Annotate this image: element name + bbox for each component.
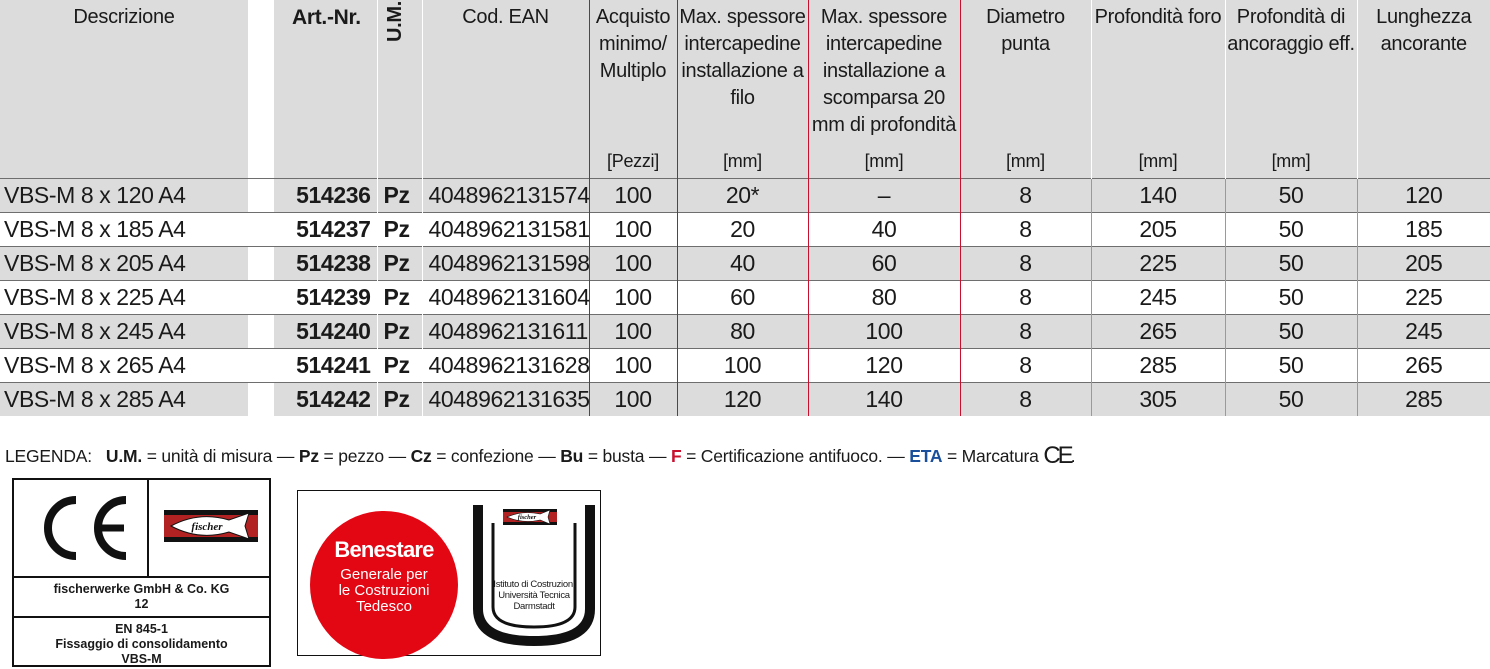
cell-spessore-scomparsa: – [808, 179, 960, 213]
legend-f-key: F [670, 446, 682, 466]
fischer-logo-icon [149, 480, 269, 576]
header-diametro: Diametro punta [mm] [960, 0, 1091, 179]
cell-descrizione: VBS-M 8 x 185 A4 [0, 213, 248, 247]
header-profondita-foro: Profondità foro [mm] [1091, 0, 1225, 179]
cell-art-nr: 514238 [274, 247, 377, 281]
cell-spessore-scomparsa: 140 [808, 383, 960, 417]
cell-um: Pz [377, 179, 422, 213]
benestare-inst-3: Darmstadt [513, 601, 555, 612]
header-lunghezza: Lunghezza ancorante [1357, 0, 1490, 179]
cell-gap [248, 281, 274, 315]
table-row [0, 281, 1490, 315]
benestare-inst-1: Istituto di Costruzioni [493, 579, 575, 590]
cell-profondita-ancoraggio: 50 [1225, 383, 1357, 417]
table-row [0, 349, 1490, 383]
table-row [0, 179, 1490, 213]
cell-acquisto: 100 [589, 349, 677, 383]
cell-descrizione: VBS-M 8 x 285 A4 [0, 383, 248, 417]
cell-spessore-filo: 40 [677, 247, 808, 281]
cell-profondita-ancoraggio: 50 [1225, 349, 1357, 383]
legend-f-text: = Certificazione antifuoco. — [686, 446, 905, 466]
cell-art-nr: 514241 [274, 349, 377, 383]
cell-lunghezza: 285 [1357, 383, 1490, 417]
cell-art-nr: 514242 [274, 383, 377, 417]
legend-cz-text: = confezione — [436, 446, 556, 466]
cell-lunghezza: 205 [1357, 247, 1490, 281]
cell-profondita-ancoraggio: 50 [1225, 281, 1357, 315]
cell-um: Pz [377, 315, 422, 349]
ce-label-product: VBS-M [121, 652, 162, 666]
ce-mark-icon [14, 480, 149, 576]
legend-ce-icon: CE [1043, 442, 1071, 469]
legend-end: . [1070, 446, 1076, 466]
legend-um-key: U.M. [105, 446, 143, 466]
cell-ean: 4048962131574 [422, 179, 589, 213]
cell-profondita-foro: 140 [1091, 179, 1225, 213]
ce-label-company: fischerwerke GmbH & Co. KG [53, 582, 230, 596]
cell-profondita-foro: 305 [1091, 383, 1225, 417]
cell-gap [248, 213, 274, 247]
cell-spessore-scomparsa: 120 [808, 349, 960, 383]
table-row [0, 315, 1490, 349]
header-art-nr: Art.-Nr. [274, 0, 377, 179]
cell-gap [248, 315, 274, 349]
table-row [0, 247, 1490, 281]
ce-label-purpose: Fissaggio di consolidamento [55, 637, 228, 651]
cell-lunghezza: 245 [1357, 315, 1490, 349]
cell-profondita-foro: 265 [1091, 315, 1225, 349]
cell-lunghezza: 225 [1357, 281, 1490, 315]
ce-label-brand: fischer [191, 521, 223, 533]
cell-acquisto: 100 [589, 315, 677, 349]
cell-profondita-foro: 245 [1091, 281, 1225, 315]
benestare-title: Benestare [334, 537, 434, 562]
benestare-institute [489, 579, 579, 612]
cell-acquisto: 100 [589, 383, 677, 417]
cell-diametro: 8 [960, 179, 1091, 213]
u-seal-icon [298, 491, 602, 657]
cell-gap [248, 349, 274, 383]
cell-um: Pz [377, 349, 422, 383]
benestare-label [297, 490, 601, 656]
cell-gap [248, 383, 274, 417]
header-descrizione: Descrizione [0, 0, 248, 179]
cell-profondita-ancoraggio: 50 [1225, 179, 1357, 213]
cell-art-nr: 514240 [274, 315, 377, 349]
cell-um: Pz [377, 281, 422, 315]
cell-art-nr: 514239 [274, 281, 377, 315]
legend-bu-text: = busta — [587, 446, 667, 466]
legend-pz-key: Pz [298, 446, 319, 466]
cell-profondita-ancoraggio: 50 [1225, 247, 1357, 281]
cell-gap [248, 247, 274, 281]
header-ean: Cod. EAN [422, 0, 589, 179]
cell-ean: 4048962131635 [422, 383, 589, 417]
ce-label-norm: EN 845-1 [115, 622, 168, 636]
cell-lunghezza: 265 [1357, 349, 1490, 383]
cell-descrizione: VBS-M 8 x 265 A4 [0, 349, 248, 383]
legend-pz-text: = pezzo — [323, 446, 406, 466]
ce-label-company-block [14, 578, 269, 618]
legend-eta-text: = Marcatura [947, 446, 1039, 466]
cell-ean: 4048962131611 [422, 315, 589, 349]
cell-um: Pz [377, 247, 422, 281]
legend-eta-key: ETA [909, 446, 943, 466]
cell-ean: 4048962131581 [422, 213, 589, 247]
cell-spessore-filo: 60 [677, 281, 808, 315]
cell-ean: 4048962131598 [422, 247, 589, 281]
ce-label-top [14, 480, 269, 578]
cell-lunghezza: 120 [1357, 179, 1490, 213]
cell-profondita-foro: 225 [1091, 247, 1225, 281]
cell-diametro: 8 [960, 315, 1091, 349]
benestare-inst-2: Università Tecnica [498, 590, 570, 601]
cell-spessore-scomparsa: 60 [808, 247, 960, 281]
cell-diametro: 8 [960, 383, 1091, 417]
ce-label-product-block [14, 620, 269, 666]
cell-um: Pz [377, 213, 422, 247]
cell-lunghezza: 185 [1357, 213, 1490, 247]
cell-profondita-ancoraggio: 50 [1225, 315, 1357, 349]
cell-spessore-scomparsa: 100 [808, 315, 960, 349]
table-row [0, 383, 1490, 417]
legend [5, 442, 1075, 470]
header-acquisto: Acquisto minimo/ Multiplo [Pezzi] [589, 0, 677, 179]
cell-spessore-filo: 120 [677, 383, 808, 417]
cell-ean: 4048962131604 [422, 281, 589, 315]
header-gap [248, 0, 274, 179]
cell-profondita-ancoraggio: 50 [1225, 213, 1357, 247]
cell-spessore-filo: 80 [677, 315, 808, 349]
legend-cz-key: Cz [410, 446, 432, 466]
ce-label-year: 12 [134, 597, 149, 611]
benestare-subtitle-3: Tedesco [356, 598, 412, 615]
legend-prefix: LEGENDA: [5, 446, 92, 466]
cell-gap [248, 179, 274, 213]
benestare-subtitle-2: le Costruzioni [338, 582, 430, 599]
header-spessore-scomparsa: Max. spessore intercapedine installazione a scomparsa 20 mm di profondità [mm] [808, 0, 960, 179]
legend-um-text: = unità di misura — [146, 446, 295, 466]
cell-descrizione: VBS-M 8 x 120 A4 [0, 179, 248, 213]
benestare-subtitle-1: Generale per [340, 566, 428, 583]
header-spessore-filo: Max. spessore intercapedine installazione a filo [mm] [677, 0, 808, 179]
cell-acquisto: 100 [589, 179, 677, 213]
cell-um: Pz [377, 383, 422, 417]
cell-art-nr: 514237 [274, 213, 377, 247]
cell-art-nr: 514236 [274, 179, 377, 213]
legend-bu-key: Bu [560, 446, 584, 466]
cell-diametro: 8 [960, 349, 1091, 383]
cell-spessore-filo: 20* [677, 179, 808, 213]
cell-spessore-filo: 100 [677, 349, 808, 383]
cell-profondita-foro: 285 [1091, 349, 1225, 383]
ce-label [12, 478, 271, 667]
cell-acquisto: 100 [589, 213, 677, 247]
header-profondita-ancoraggio: Profondità di ancoraggio eff. [mm] [1225, 0, 1357, 179]
cell-descrizione: VBS-M 8 x 205 A4 [0, 247, 248, 281]
cell-acquisto: 100 [589, 247, 677, 281]
cell-acquisto: 100 [589, 281, 677, 315]
table-row [0, 213, 1490, 247]
cell-diametro: 8 [960, 281, 1091, 315]
cell-diametro: 8 [960, 213, 1091, 247]
cell-spessore-scomparsa: 80 [808, 281, 960, 315]
benestare-brand: fischer [517, 514, 537, 521]
cell-descrizione: VBS-M 8 x 245 A4 [0, 315, 248, 349]
cell-ean: 4048962131628 [422, 349, 589, 383]
table-header-row [0, 0, 1490, 179]
cell-descrizione: VBS-M 8 x 225 A4 [0, 281, 248, 315]
cell-spessore-scomparsa: 40 [808, 213, 960, 247]
cell-profondita-foro: 205 [1091, 213, 1225, 247]
cell-spessore-filo: 20 [677, 213, 808, 247]
header-um: U.M. [377, 0, 422, 179]
cell-diametro: 8 [960, 247, 1091, 281]
